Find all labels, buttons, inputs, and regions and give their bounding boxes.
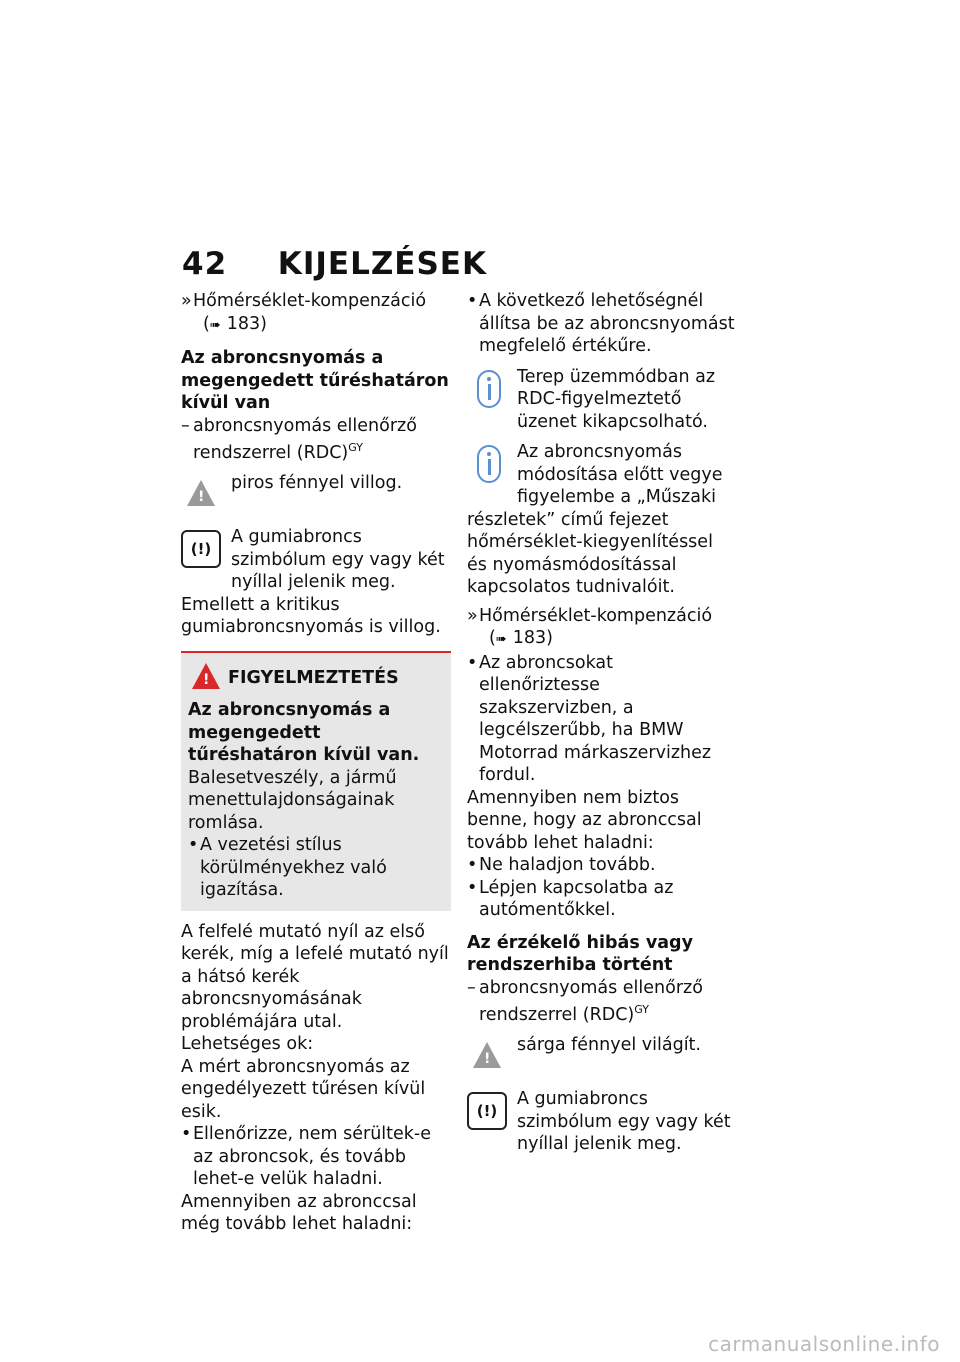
ref-page[interactable]: (➠ 183) (203, 313, 267, 334)
page-header (182, 246, 487, 282)
dash-item: – abroncsnyomás ellenőrző (467, 977, 703, 998)
paragraph: A mért abroncsnyomás az engedélyezett tűrésen kívül esik. (181, 1056, 426, 1122)
left-column (181, 290, 451, 1236)
bullet-item: • Az abroncsokat ellenőriztesse szakszervizben, a legcélszerűbb, ha BMW Motorrad márkaszervizhez fordul. (467, 652, 712, 785)
warning-light-row: ! sárga fénnyel világít. (467, 1034, 735, 1080)
page-title: KIJELZÉSEK (277, 246, 487, 282)
paragraph: Amennyiben nem biztos benne, hogy az abronccsal tovább lehet haladni: (467, 787, 702, 853)
light-description: piros fénnyel villog. (231, 473, 403, 494)
warning-light-row (181, 472, 451, 518)
warning-box (181, 651, 451, 911)
tire-pressure-icon: (!) (467, 1092, 509, 1132)
cross-reference[interactable]: » Hőmérséklet-kompenzáció (467, 605, 713, 626)
info-note: Terep üzemmódban az RDC-figyelmeztető üzenet kikapcsolható. (467, 366, 735, 434)
warning-text: Balesetveszély, a jármű menettulajdonságainak romlása. (188, 767, 397, 833)
dash-item: – abroncsnyomás ellenőrző (181, 415, 417, 436)
tire-symbol-row: (!) A gumiabroncs szimbólum egy vagy két nyíllal jelenik meg. (467, 1088, 735, 1156)
arrow-right-icon: ➠ (495, 632, 507, 647)
warning-triangle-icon (467, 1038, 509, 1078)
paragraph: A felfelé mutató nyíl az első kerék, míg a lefelé mutató nyíl a hátsó kerék abroncsnyomásának problémájára utal. (181, 921, 449, 1032)
paragraph: Lehetséges ok: (181, 1034, 314, 1055)
bullet-item: • Ellenőrizze, nem sérültek-e az abroncsok, és tovább lehet-e velük haladni. (181, 1124, 432, 1190)
info-icon (467, 370, 509, 410)
bullet-item: • Lépjen kapcsolatba az autómentőkkel. (467, 877, 674, 920)
warning-bullet: • A vezetési stílus körülményekhez való igazítása. (188, 835, 387, 901)
tire-symbol-row (181, 526, 451, 639)
ref-page[interactable]: (➠ 183) (489, 628, 553, 648)
dash-item-cont: rendszerrel (RDC)$^{GY}$ (479, 1003, 649, 1025)
paragraph: Amennyiben az abronccsal még tovább lehet haladni: (181, 1191, 417, 1235)
site-logo: carmanualsonline.info (708, 1332, 940, 1356)
dash-item-cont: rendszerrel (RDC)$^{GY}$ (193, 441, 363, 463)
warning-triangle-icon (192, 663, 220, 689)
ref-text: Hőmérséklet-kompenzáció (193, 291, 427, 311)
right-column (467, 290, 735, 1156)
bullet-item: • A következő lehetőségnél állítsa be az abroncsnyomást megfelelő értékűre. (467, 291, 735, 356)
bullet-item: • Ne haladjon tovább. (467, 855, 656, 875)
section-heading: Az abroncsnyomás a megengedett tűréshatáron kívül van (181, 348, 449, 413)
tire-pressure-icon: (!) (181, 530, 223, 570)
info-note: Az abroncsnyomás módosítása előtt vegye figyelembe a „Műszaki részletek” című fejezet hőmérséklet-kiegyenlítéssel és nyomásmódosítással kapcsolatos tudnivalóit. (467, 442, 723, 597)
arrow-right-icon: ➠ (209, 317, 221, 333)
cross-reference[interactable]: » Hőmérséklet-kompenzáció (181, 291, 427, 311)
warning-title: ! FIGYELMEZTETÉS (188, 667, 444, 690)
tire-description: A gumiabroncs szimbólum egy vagy két nyíllal jelenik meg. Emellett a kritikus gumiabroncsnyomás is villog. (181, 527, 445, 638)
page-number: 42 (182, 246, 228, 282)
warning-heading: Az abroncsnyomás a megengedett tűréshatáron kívül van. (188, 700, 420, 766)
info-icon (467, 445, 509, 485)
warning-triangle-icon (181, 476, 223, 516)
section-heading: Az érzékelő hibás vagy rendszerhiba történt (467, 932, 693, 975)
